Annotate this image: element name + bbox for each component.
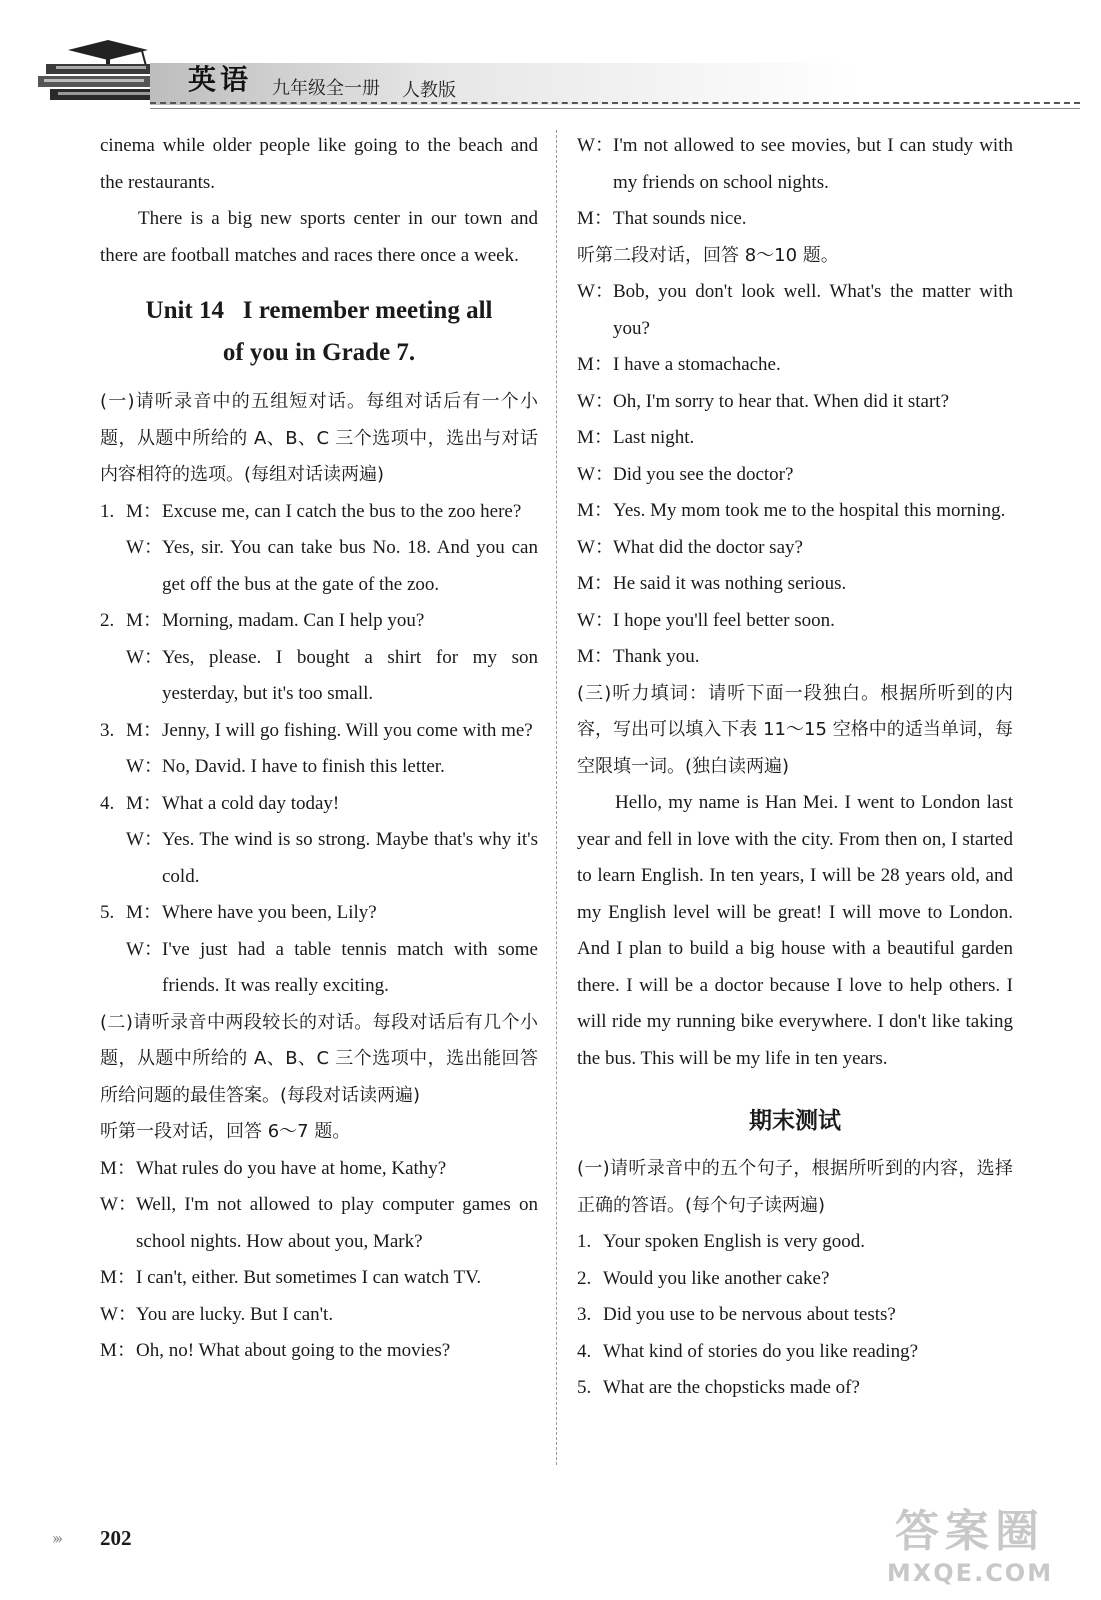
speaker: W： — [100, 1194, 137, 1215]
section-instruction: (三)听力填词：请听下面一段独白。根据所听到的内容，写出可以填入下表 11～15 空格中的适当单词，每空限填一词。(独白读两遍) — [577, 682, 1013, 777]
dialog-line: Oh, no! What about going to the movies? — [136, 1340, 451, 1361]
conversation — [100, 1151, 538, 1370]
speaker: W： — [577, 281, 614, 302]
intro-text: cinema while older people like going to the beach and the restaurants. — [100, 135, 538, 193]
speaker: W： — [577, 463, 614, 485]
dialog-line: Yes, sir. You can take bus No. 18. And you can get off the bus at the gate of the zoo. — [162, 537, 538, 595]
header-solid-rule — [150, 108, 1080, 109]
dialog-line: I've just had a table tennis match with some friends. It was really exciting. — [162, 938, 538, 996]
question-number: 3. — [577, 1304, 592, 1325]
intro-paragraph: There is a big new sports center in our town and there are football matches and races there once a week. — [100, 208, 538, 266]
dialog-line: You are lucky. But I can't. — [136, 1303, 334, 1325]
dialog-line: What rules do you have at home, Kathy? — [136, 1157, 447, 1179]
section-instruction: (一)请听录音中的五组短对话。每组对话后有一个小题，从题中所给的 A、B、C 三个选项中，选出与对话内容相符的选项。(每组对话读两遍) — [100, 391, 538, 485]
watermark-url: MXQE.COM — [886, 1559, 1054, 1587]
conversation — [577, 274, 1013, 676]
speaker: M： — [100, 1340, 136, 1361]
dialog-line: Did you see the doctor? — [613, 463, 794, 485]
right-column — [577, 128, 1013, 1407]
dialog-line: Thank you. — [613, 646, 700, 667]
speaker: W： — [126, 537, 163, 558]
dialog-line: He said it was nothing serious. — [613, 573, 847, 594]
dialog-item — [100, 786, 538, 896]
dialog-line: Morning, madam. Can I help you? — [162, 610, 425, 631]
speaker: M： — [126, 610, 162, 631]
dialog-line: Yes. The wind is so strong. Maybe that's why it's cold. — [162, 829, 538, 887]
sentence: Your spoken English is very good. — [603, 1231, 865, 1252]
dialog-line: I can't, either. But sometimes I can watch TV. — [136, 1267, 482, 1288]
header-dashed-rule — [150, 102, 1080, 104]
dialog-line: Excuse me, can I catch the bus to the zoo here? — [162, 500, 522, 522]
question-number: 4. — [100, 792, 115, 814]
section-instruction: (二)请听录音中两段较长的对话。每段对话后有几个小题，从题中所给的 A、B、C 三个选项中，选出能回答所给问题的最佳答案。(每段对话读两遍) — [100, 1011, 538, 1106]
speaker: W： — [126, 646, 163, 668]
column-divider — [556, 130, 557, 1465]
dialog-line: What a cold day today! — [162, 792, 340, 814]
speaker: W： — [126, 938, 163, 960]
speaker: M： — [577, 500, 613, 521]
dialog-item — [100, 603, 538, 713]
subsection-heading: 听第二段对话，回答 8～10 题。 — [577, 244, 839, 266]
subsection-heading: 听第一段对话，回答 6～7 题。 — [100, 1121, 351, 1142]
page-header — [0, 0, 1101, 120]
conversation — [577, 128, 1013, 238]
dialog-item — [100, 895, 538, 1005]
dialog-line: Well, I'm not allowed to play computer games on school nights. How about you, Mark? — [136, 1194, 538, 1252]
question-number: 5. — [100, 902, 115, 923]
question-number: 4. — [577, 1340, 592, 1362]
dialog-list — [100, 494, 538, 1005]
speaker: M： — [100, 1267, 136, 1288]
page-arrows-icon: ››› — [52, 1528, 60, 1547]
speaker: M： — [126, 792, 162, 814]
sentence: What are the chopsticks made of? — [603, 1377, 860, 1398]
watermark-text: 答案圈 — [895, 1506, 1045, 1557]
unit-title-line: Unit 14 I remember meeting all — [145, 297, 493, 324]
dialog-line: I'm not allowed to see movies, but I can study with my friends on school nights. — [613, 135, 1013, 193]
sentence-list — [577, 1224, 1013, 1407]
sentence: Did you use to be nervous about tests? — [603, 1304, 896, 1325]
speaker: W： — [577, 135, 614, 156]
page-number: 202 — [100, 1526, 132, 1550]
question-number: 2. — [577, 1267, 592, 1289]
question-number: 5. — [577, 1377, 592, 1398]
dialog-line: That sounds nice. — [613, 208, 747, 229]
subject-title: 英语 — [188, 65, 253, 96]
dialog-line: I hope you'll feel better soon. — [613, 609, 835, 631]
speaker: M： — [100, 1157, 136, 1179]
dialog-line: Yes, please. I bought a shirt for my son yesterday, but it's too small. — [162, 646, 538, 704]
edition-label: 人教版 — [402, 80, 456, 101]
speaker: M： — [126, 719, 162, 741]
sentence: Would you like another cake? — [603, 1267, 830, 1289]
dialog-line: No, David. I have to finish this letter. — [162, 756, 445, 777]
speaker: W： — [126, 829, 163, 850]
dialog-item — [100, 494, 538, 604]
section-instruction: (一)请听录音中的五个句子，根据所听到的内容，选择正确的答语。(每个句子读两遍) — [577, 1158, 1013, 1216]
dialog-line: Bob, you don't look well. What's the matter with you? — [613, 281, 1013, 339]
speaker: M： — [577, 354, 613, 375]
dialog-line: Oh, I'm sorry to hear that. When did it start? — [613, 390, 950, 412]
unit-title — [100, 290, 538, 374]
speaker: W： — [126, 756, 163, 777]
speaker: M： — [577, 573, 613, 594]
exam-title: 期末测试 — [749, 1108, 841, 1134]
grade-label: 九年级全一册 — [272, 78, 380, 99]
dialog-line: Where have you been, Lily? — [162, 902, 377, 923]
speaker: W： — [100, 1303, 137, 1325]
dialog-line: What did the doctor say? — [613, 536, 803, 558]
speaker: M： — [577, 208, 613, 229]
question-number: 3. — [100, 719, 115, 741]
speaker: M： — [577, 646, 613, 667]
monologue-paragraph: Hello, my name is Han Mei. I went to London last year and fell in love with the city. From then on, I started to learn English. In ten years, I will be 28 years old, and my English level will be great! I will move to London. And I plan to build a big house with a beautiful garden there. I will be a doctor because I love to help others. I will ride my running bike everywhere. I don't like taking the bus. This will be my life in ten years. — [577, 792, 1013, 1069]
watermark-logo — [850, 1505, 1090, 1591]
dialog-line: Last night. — [613, 427, 695, 448]
speaker: W： — [577, 390, 614, 412]
left-column — [100, 128, 538, 1370]
dialog-line: Jenny, I will go fishing. Will you come with me? — [162, 719, 533, 741]
dialog-line: I have a stomachache. — [613, 354, 781, 375]
speaker: M： — [126, 500, 162, 522]
dialog-item — [100, 713, 538, 786]
speaker: M： — [577, 427, 613, 448]
question-number: 1. — [100, 500, 115, 522]
dialog-line: Yes. My mom took me to the hospital this morning. — [613, 500, 1006, 521]
sentence: What kind of stories do you like reading? — [603, 1340, 919, 1362]
speaker: W： — [577, 536, 614, 558]
unit-title-line: of you in Grade 7. — [222, 339, 416, 366]
question-number: 1. — [577, 1231, 592, 1252]
question-number: 2. — [100, 610, 115, 631]
speaker: W： — [577, 609, 614, 631]
speaker: M： — [126, 902, 162, 923]
